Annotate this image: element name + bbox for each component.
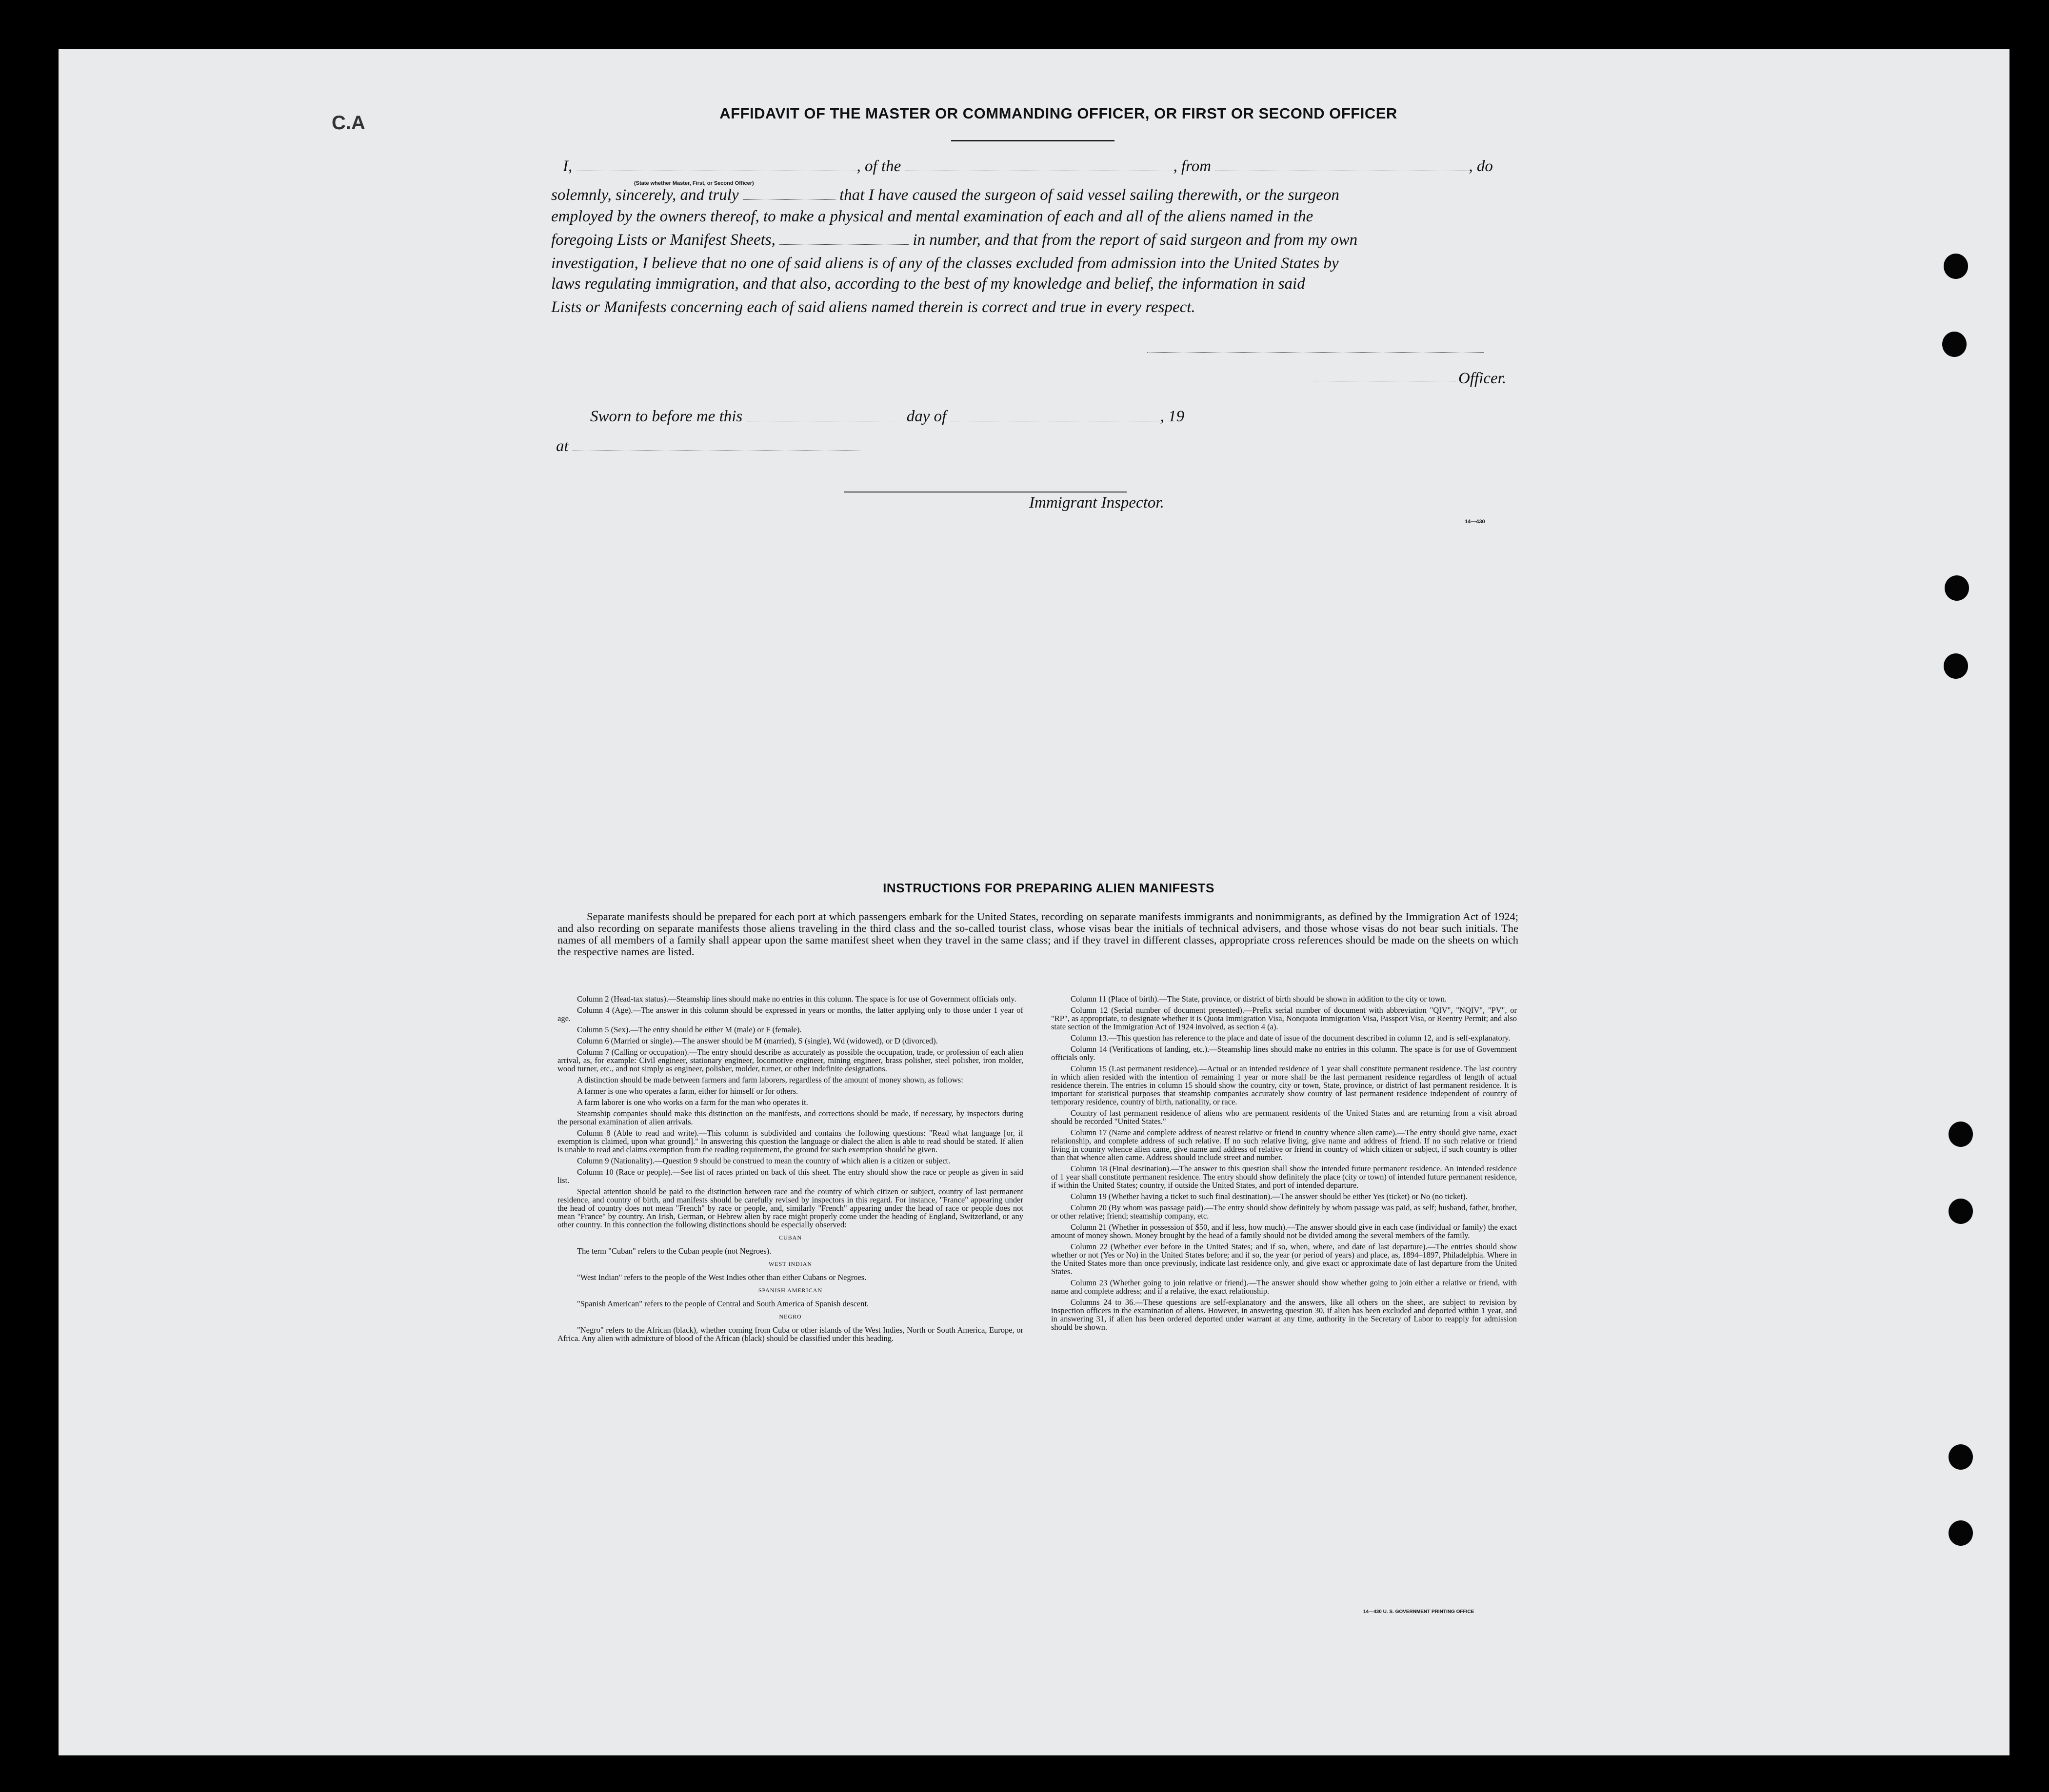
instructions-right-column: [1051, 995, 1517, 1334]
officer-signature-line[interactable]: [1147, 352, 1484, 353]
instruction-paragraph: Steamship companies should make this distinction on the manifests, and corrections should be made, if necessary, by inspectors during the personal examination of alien arrivals.: [557, 1109, 1023, 1126]
section-heading-west-indian: WEST INDIAN: [768, 1260, 813, 1267]
aff-text: I,: [563, 158, 573, 175]
binder-hole: [1944, 653, 1968, 679]
aff-text: , 19: [1160, 408, 1185, 425]
instruction-paragraph: Column 6 (Married or single).—The answer should be M (married), S (single), Wd (widowed), or D (divorced).: [577, 1036, 938, 1045]
oath-blank[interactable]: [743, 199, 836, 200]
corner-mark: C.A: [332, 112, 365, 134]
instruction-paragraph: Column 9 (Nationality).—Question 9 should be construed to mean the country of which alien is a citizen or subject.: [577, 1156, 951, 1165]
form-number: 14—430: [1465, 519, 1485, 525]
instruction-paragraph: Column 17 (Name and complete address of nearest relative or friend in country whence alien came).—The entry should give name, exact relationship, and complete address of such relative. If no such relative living, give name and address of friend. If no such relative or friend living in country whence alien came, give name and address of relative or friend in country of which citizen or subject, if such country is other than that whence alien came. Address should include street and number.: [1051, 1128, 1517, 1162]
binder-hole: [1944, 254, 1968, 279]
aff-text: , do: [1469, 158, 1493, 175]
inspector-label: Immigrant Inspector.: [1029, 494, 1164, 512]
instruction-paragraph: "West Indian" refers to the people of the West Indies other than either Cubans or Negroes.: [577, 1273, 867, 1282]
instruction-paragraph: Special attention should be paid to the distinction between race and the country of which citizen or subject, country of last permanent residence, and country of birth, and manifests should be carefully revised by inspectors in this regard. For instance, "France" appearing under the head of country does not mean "French" by race or people, and, similarly "French" appearing under the head of race or people does not mean "France" by country. An Irish, German, or Hebrew alien by race might properly come under the heading of England, Switzerland, or any other country. In this connection the following distinctions should be especially observed:: [557, 1187, 1023, 1229]
instruction-paragraph: "Negro" refers to the African (black), whether coming from Cuba or other islands of the West Indies, North or South America, Europe, or Africa. Any alien with admixture of blood of the African (black) should be classified under this heading.: [557, 1325, 1023, 1343]
section-heading-cuban: CUBAN: [778, 1234, 802, 1241]
binder-hole: [1949, 1122, 1973, 1147]
instruction-paragraph: A farm laborer is one who works on a farm for the man who operates it.: [577, 1098, 808, 1107]
binder-hole: [1949, 1520, 1973, 1546]
instruction-paragraph: Column 4 (Age).—The answer in this column should be expressed in years or months, the latter applying only to those under 1 year of age.: [557, 1005, 1023, 1023]
instruction-paragraph: Column 12 (Serial number of document presented).—Prefix serial number of document with abbreviation "QIV", "NQIV", "PV", or "RP", as appropriate, to designate whether it is Quota Immigration Visa, Nonquota Immigration Visa, Passport Visa, or Reentry Permit; and also state section of the Immigration Act of 1924 involved, as section 4 (a).: [1051, 1005, 1517, 1031]
rank-hint: (State whether Master, First, or Second Officer): [634, 180, 754, 186]
instruction-paragraph: Column 7 (Calling or occupation).—The entry should describe as accurately as possible the occupation, trade, or profession of each alien arrival, as, for example: Civil engineer, stationary engineer, locomotive engineer, mining engineer, brass polisher, steel polisher, iron molder, wood turner, etc., and not simply as engineer, polisher, molder, turner, or other indefinite designations.: [557, 1047, 1023, 1073]
affidavit-line-3: employed by the owners thereof, to make a physical and mental examination of each and all of the aliens named in the: [551, 208, 1313, 225]
affidavit-line-6: laws regulating immigration, and that also, according to the best of my knowledge and belief, the information in said: [551, 275, 1305, 293]
affidavit-line-1: [556, 158, 1532, 175]
aff-text: , from: [1173, 158, 1212, 175]
instruction-paragraph: Column 22 (Whether ever before in the United States; and if so, when, where, and date of last departure).—The entries should show whether or not (Yes or No) in the United States before; and if so, the year (or period of years) and place, as, 1894–1897, Philadelphia. Where in the United States more than once previously, indicate last residence only, and give exact or approximate date of last departure from the United States.: [1051, 1242, 1517, 1276]
section-heading-spanish-american: SPANISH AMERICAN: [758, 1287, 823, 1294]
number-of-aliens-blank[interactable]: [779, 244, 909, 245]
affidavit-line-2: [551, 187, 1527, 203]
aff-text: day of: [906, 408, 947, 425]
aff-text: that I have caused the surgeon of said vessel sailing therewith, or the surgeon: [839, 186, 1339, 204]
instructions-left-column: [557, 995, 1023, 1345]
instruction-paragraph: Column 2 (Head-tax status).—Steamship lines should make no entries in this column. The space is for use of Government officials only.: [577, 994, 1016, 1004]
section-heading-negro: NEGRO: [779, 1313, 802, 1320]
binder-hole: [1949, 1199, 1973, 1224]
aff-text: in number, and that from the report of said surgeon and from my own: [913, 231, 1358, 249]
binder-hole: [1942, 332, 1967, 357]
instructions-intro: Separate manifests should be prepared for each port at which passengers embark for the United States, recording on separate manifests immigrants and nonimmigrants, as defined by the Immigration Act of 1924; and also recording on separate manifests those aliens traveling in the third class and the so-called tourist class, whose visas bear the initials of technical advisers, and those whose visas do not bear such initials. The names of all members of a family shall appear upon the same manifest sheet when they travel in the same class; and if they travel in different classes, appropriate cross references should be made on the sheets on which the respective names are listed.: [557, 910, 1518, 958]
binder-hole: [1945, 575, 1969, 601]
instruction-paragraph: Column 13.—This question has reference to the place and date of issue of the document described in column 12, and is self-explanatory.: [1071, 1033, 1511, 1043]
affidavit-line-4: [551, 232, 1527, 248]
printing-office-footer: 14—430 U. S. GOVERNMENT PRINTING OFFICE: [1363, 1609, 1474, 1615]
instruction-paragraph: Column 14 (Verifications of landing, etc.).—Steamship lines should make no entries in this column. The space is for use of Government officials only.: [1051, 1044, 1517, 1062]
officer-label: Officer.: [1458, 370, 1507, 387]
instruction-paragraph: The term "Cuban" refers to the Cuban people (not Negroes).: [577, 1246, 772, 1256]
aff-text: Sworn to before me this: [590, 408, 743, 425]
aff-text: foregoing Lists or Manifest Sheets,: [551, 231, 776, 249]
title-rule: [951, 140, 1114, 141]
affidavit-line-7: Lists or Manifests concerning each of said aliens named therein is correct and true in every respect.: [551, 298, 1195, 316]
sworn-text: [590, 408, 1184, 426]
instruction-paragraph: Column 15 (Last permanent residence).—Actual or an intended residence of 1 year shall constitute permanent residence. The last country in which alien resided with the intention of remaining 1 year or more shall be the last permanent residence regardless of length of actual residence therein. The entries in column 15 should show the country, city or town, State, province, or district of last permanent residence. It is important for statistical purposes that steamship companies accurately show country of last permanent residence independent of country of temporary residence, country of birth, nationality, or race.: [1051, 1064, 1517, 1106]
aff-text: at: [556, 437, 569, 455]
instruction-paragraph: "Spanish American" refers to the people of Central and South America of Spanish descent.: [577, 1299, 869, 1308]
instruction-paragraph: Column 11 (Place of birth).—The State, province, or district of birth should be shown in addition to the city or town.: [1071, 994, 1447, 1004]
instruction-paragraph: Column 19 (Whether having a ticket to such final destination).—The answer should be either Yes (ticket) or No (no ticket).: [1071, 1192, 1468, 1201]
instruction-paragraph: Column 23 (Whether going to join relative or friend).—The answer should show whether going to join either a relative or friend, with name and complete address; and if a relative, the exact relationship.: [1051, 1278, 1517, 1296]
aff-text: , of the: [856, 158, 901, 175]
affidavit-title: AFFIDAVIT OF THE MASTER OR COMMANDING OFFICER, OR FIRST OR SECOND OFFICER: [719, 105, 1397, 122]
instruction-paragraph: A distinction should be made between farmers and farm laborers, regardless of the amount of money shown, as follows:: [577, 1075, 963, 1084]
at-text: [556, 437, 860, 455]
instruction-paragraph: Column 8 (Able to read and write).—This column is subdivided and contains the following questions: "Read what language [or, if exemption is claimed, upon what ground]." In answering this question the language or dialect the alien is able to read should be stated. If alien is unable to read and claims exemption from the reading requirement, the ground for such exemption should be given.: [557, 1128, 1023, 1154]
instruction-paragraph: Column 21 (Whether in possession of $50, and if less, how much).—The answer should give in each case (individual or family) the exact amount of money shown. Money brought by the head of a family should not be divided among the several members of the family.: [1051, 1222, 1517, 1240]
instruction-paragraph: Columns 24 to 36.—These questions are self-explanatory and the answers, like all others on the sheet, are subject to revision by inspection officers in the examination of aliens. However, in answering question 30, if alien has been excluded and deported within 1 year, and in answering 31, if alien has been ordered deported under warrant at any time, authority in the Secretary of Labor to reapply for admission should be shown.: [1051, 1298, 1517, 1332]
binder-hole: [1949, 1444, 1973, 1470]
instruction-paragraph: Column 20 (By whom was passage paid).—The entry should show definitely by whom passage was paid, as self; husband, father, brother, or other relative; friend; steamship company, etc.: [1051, 1203, 1517, 1221]
instruction-paragraph: Column 18 (Final destination).—The answer to this question shall show the intended future permanent residence. An intended residence of 1 year shall constitute permanent residence. The entry should show definitely the place (city or town) of intended future permanent residence, if within the United States; country, if outside the United States, and port of intended departure.: [1051, 1164, 1517, 1190]
instruction-paragraph: Column 10 (Race or people).—See list of races printed on back of this sheet. The entry should show the race or people as given in said list.: [557, 1167, 1023, 1185]
instruction-paragraph: Column 5 (Sex).—The entry should be either M (male) or F (female).: [577, 1025, 802, 1034]
aff-text: solemnly, sincerely, and truly: [551, 186, 739, 204]
instruction-paragraph: Country of last permanent residence of aliens who are permanent residents of the United States and are returning from a visit abroad should be recorded "United States.": [1051, 1108, 1517, 1126]
instructions-title: INSTRUCTIONS FOR PREPARING ALIEN MANIFESTS: [883, 881, 1214, 895]
instruction-paragraph: A farmer is one who operates a farm, either for himself or for others.: [577, 1086, 798, 1096]
affidavit-line-5: investigation, I believe that no one of said aliens is of any of the classes excluded from admission into the United States by: [551, 255, 1339, 272]
